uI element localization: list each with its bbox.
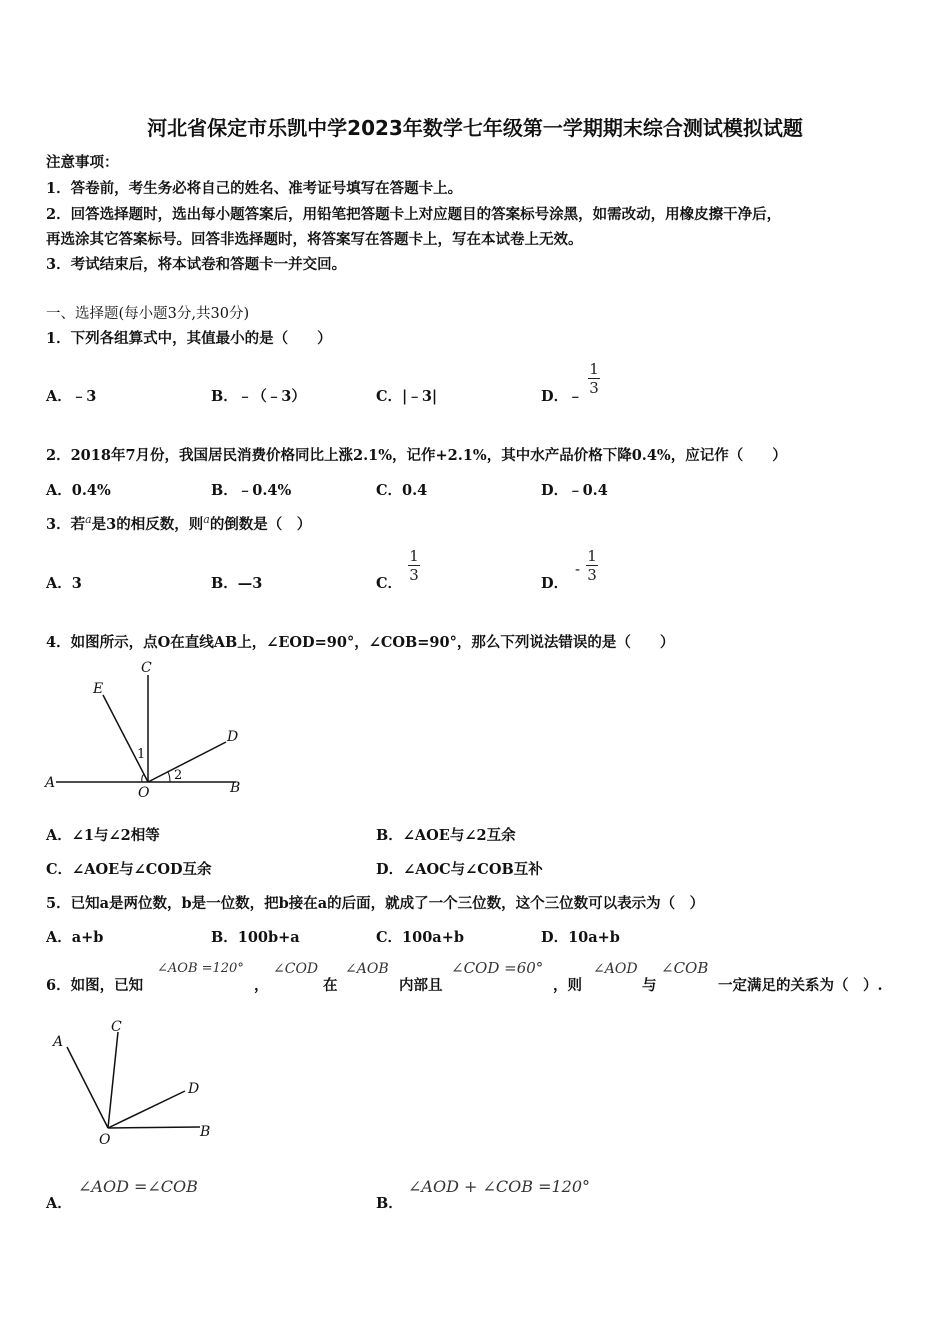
q3-stem — [46, 513, 311, 534]
ray-ob — [108, 1127, 200, 1128]
numerator: 1 — [409, 547, 419, 565]
denominator: 3 — [589, 379, 599, 397]
q2-option-b: B．﹣0.4% — [211, 482, 292, 499]
ray-oc — [108, 1032, 118, 1128]
q2-option-d: D．﹣0.4 — [541, 482, 608, 499]
ray-od — [148, 742, 226, 782]
q6-stem-text: 一定满足的关系为（ ）. — [718, 977, 883, 994]
ray-oa — [67, 1047, 108, 1128]
denominator: 3 — [409, 566, 419, 584]
q4-option-a: A．∠1与∠2相等 — [46, 827, 160, 844]
section-heading: 一、选择题(每小题3分,共30分) — [46, 306, 250, 322]
q6-stem-text: 在 — [323, 977, 338, 994]
q4-option-b: B．∠AOE与∠2互余 — [376, 827, 516, 844]
q4-figure — [40, 655, 260, 805]
q1-option-d-fraction — [588, 360, 600, 397]
q3-var: a — [203, 513, 210, 527]
q1-option-d: D．﹣ — [541, 388, 583, 405]
q5-option-b: B．100b+a — [211, 929, 300, 946]
fig-label-c: C — [111, 1019, 122, 1035]
q3-option-d-fraction — [586, 547, 598, 584]
q4-option-c: C．∠AOE与∠COD互余 — [46, 861, 212, 878]
q3-option-c: C． — [376, 575, 403, 592]
numerator: 1 — [589, 360, 599, 378]
fig-label-d: D — [227, 729, 239, 745]
q1-option-a: A．﹣3 — [46, 388, 97, 405]
notice-item: 再选涂其它答案标号。回答非选择题时，将答案写在答题卡上，写在本试卷上无效。 — [46, 231, 583, 248]
q3-stem-part: 的倒数是（ ） — [209, 516, 312, 533]
notice-item: 2．回答选择题时，选出每小题答案后，用铅笔把答题卡上对应题目的答案标号涂黑，如需改动，用橡皮擦干净后， — [46, 206, 782, 223]
fig-label-b: B — [200, 1124, 211, 1140]
fig-label-c: C — [141, 660, 152, 676]
q6-math: ∠COD =60° — [451, 959, 544, 977]
fig-label-d: D — [188, 1081, 200, 1097]
q6-option-a: ∠AOD =∠COB — [78, 1177, 198, 1196]
page-title: 河北省保定市乐凯中学2023年数学七年级第一学期期末综合测试模拟试题 — [147, 116, 803, 140]
ray-oe — [103, 695, 148, 782]
notice-item: 3．考试结束后，将本试卷和答题卡一并交回。 — [46, 256, 347, 273]
q3-option-a: A．3 — [46, 575, 82, 592]
q6-math: ∠AOB =120° — [157, 961, 244, 976]
q2-option-a: A．0.4% — [46, 482, 111, 499]
fig-label-b: B — [230, 780, 241, 796]
fig-label-e: E — [93, 681, 104, 697]
q6-option-a-label: A． — [46, 1195, 72, 1212]
q6-stem-text: ， — [254, 977, 269, 994]
q5-option-d: D．10a+b — [541, 929, 620, 946]
q6-math: ∠AOD — [593, 961, 638, 977]
ray-od — [108, 1091, 185, 1128]
q3-var: a — [85, 513, 92, 527]
q6-math: ∠COB — [661, 959, 709, 977]
q6-option-b-label: B． — [376, 1195, 403, 1212]
q3-stem-part: 3．若 — [46, 516, 86, 533]
fig-label-a: A — [53, 1034, 64, 1050]
q6-stem-text: 与 — [642, 977, 657, 994]
q6-figure — [45, 1015, 220, 1150]
q4-stem: 4．如图所示，点O在直线AB上，∠EOD=90°，∠COB=90°，那么下列说法错误的是（ ） — [46, 634, 675, 651]
q1-option-c: C．|﹣3| — [376, 388, 438, 405]
q6-option-b: ∠AOD + ∠COB =120° — [408, 1177, 591, 1196]
q5-stem: 5．已知a是两位数，b是一位数，把b接在a的后面，就成了一个三位数，这个三位数可以表示为（ ） — [46, 895, 705, 912]
q4-option-d: D．∠AOC与∠COB互补 — [376, 861, 543, 878]
q3-option-b: B．—3 — [211, 575, 263, 592]
fig-label-1: 1 — [137, 747, 146, 762]
q6-stem-text: 内部且 — [399, 977, 443, 994]
q1-stem: 1．下列各组算式中，其值最小的是（ ） — [46, 330, 332, 347]
fig-label-2: 2 — [174, 768, 183, 783]
q3-option-d: D． — [541, 575, 569, 592]
q6-stem-text: 6．如图，已知 — [46, 977, 144, 994]
fig-label-o: O — [138, 785, 150, 801]
denominator: 3 — [587, 566, 597, 584]
numerator: 1 — [587, 547, 597, 565]
q1-option-b: B．﹣（﹣3） — [211, 388, 306, 405]
notice-heading: 注意事项： — [46, 154, 119, 171]
q2-stem: 2．2018年7月份，我国居民消费价格同比上涨2.1%，记作+2.1%，其中水产品价格下降0.4%，应记作（ ） — [46, 447, 787, 464]
q5-option-c: C．100a+b — [376, 929, 464, 946]
fig-label-a: A — [45, 775, 56, 791]
fig-label-o: O — [99, 1132, 111, 1148]
q6-math: ∠COD — [273, 961, 319, 977]
notice-item: 1．答卷前，考生务必将自己的姓名、准考证号填写在答题卡上。 — [46, 180, 463, 197]
q2-option-c: C．0.4 — [376, 482, 428, 499]
q6-stem-text: ，则 — [553, 977, 582, 994]
q3-option-d-sign: - — [575, 560, 581, 578]
q3-option-c-fraction — [408, 547, 420, 584]
q6-math: ∠AOB — [345, 961, 389, 977]
q3-stem-part: 是3的相反数，则 — [91, 516, 204, 533]
q5-option-a: A．a+b — [46, 929, 104, 946]
